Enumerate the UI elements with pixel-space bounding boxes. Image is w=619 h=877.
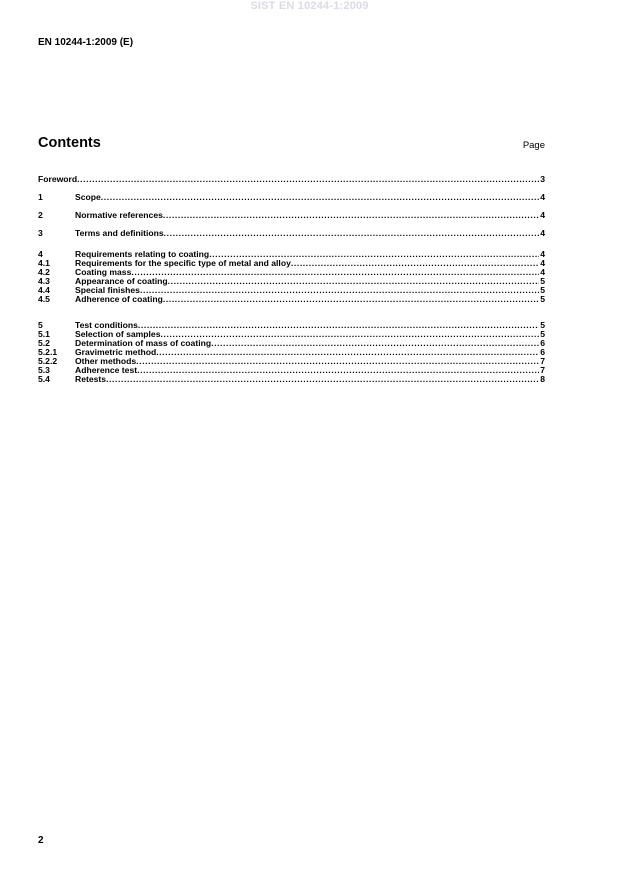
toc-entry-number: 4.2 <box>38 267 50 277</box>
contents-title: Contents <box>38 135 101 151</box>
toc-entry-number: 5.2 <box>38 338 50 348</box>
dot-leader <box>77 175 539 184</box>
toc-entry-number: 5.1 <box>38 329 50 339</box>
toc-entry[interactable] <box>38 295 545 304</box>
toc-entry-page: 4 <box>540 258 545 268</box>
toc-entry-title[interactable]: Coating mass <box>75 267 132 277</box>
toc-entry-page: 5 <box>540 294 545 304</box>
toc-entry-page: 4 <box>540 228 545 238</box>
toc-entry-page: 6 <box>540 347 545 357</box>
toc-entry-title[interactable]: Requirements for the specific type of metal and alloy <box>75 258 291 268</box>
toc-entry-title[interactable]: Determination of mass of coating <box>75 338 212 348</box>
toc-entry-page: 7 <box>540 356 545 366</box>
toc-entry-title[interactable]: Other methods <box>75 356 137 366</box>
toc-entry-title[interactable]: Requirements relating to coating <box>75 249 210 259</box>
toc-entry-page: 4 <box>540 267 545 277</box>
toc-entry-number: 1 <box>38 192 43 202</box>
toc-entry-title[interactable]: Retests <box>75 374 107 384</box>
toc-entry-page: 5 <box>540 320 545 330</box>
toc-entry-page: 5 <box>540 276 545 286</box>
document-id: EN 10244-1:2009 (E) <box>38 37 134 48</box>
toc-entry-page: 4 <box>540 192 545 202</box>
dot-leader <box>291 259 539 268</box>
dot-leader <box>168 277 540 286</box>
toc-entry-title[interactable]: Adherence of coating <box>75 294 163 304</box>
toc-entry-title[interactable]: Normative references <box>75 210 163 220</box>
toc-entry[interactable] <box>38 211 545 220</box>
toc-entry-number: 3 <box>38 228 43 238</box>
toc-entry-page: 4 <box>540 210 545 220</box>
toc-entry-page: 7 <box>540 365 545 375</box>
toc-entry-title[interactable]: Adherence test <box>75 365 138 375</box>
toc-entry-page: 6 <box>540 338 545 348</box>
toc-entry[interactable] <box>38 366 545 375</box>
toc-entry-number: 4.3 <box>38 276 50 286</box>
toc-entry-title[interactable]: Foreword <box>38 174 78 184</box>
dot-leader <box>211 339 539 348</box>
dot-leader <box>156 348 539 357</box>
toc-entry-number: 2 <box>38 210 43 220</box>
toc-entry-page: 4 <box>540 249 545 259</box>
toc-entry-number: 5 <box>38 320 43 330</box>
page-column-label: Page <box>522 140 545 151</box>
toc-entry-page: 3 <box>540 174 545 184</box>
toc-entry-number: 4.4 <box>38 285 50 295</box>
dot-leader <box>131 268 539 277</box>
toc-entry-title[interactable]: Scope <box>75 192 101 202</box>
toc-entry-page: 8 <box>540 374 545 384</box>
dot-leader <box>164 229 540 238</box>
dot-leader <box>163 211 539 220</box>
toc-entry-page: 5 <box>540 285 545 295</box>
toc-entry-number: 4.5 <box>38 294 50 304</box>
toc-entry-title[interactable]: Selection of samples <box>75 329 161 339</box>
toc-entry-title[interactable]: Special finishes <box>75 285 140 295</box>
toc-entry-number: 4.1 <box>38 258 50 268</box>
toc-entry-title[interactable]: Test conditions <box>75 320 138 330</box>
dot-leader <box>136 357 539 366</box>
toc-entry[interactable] <box>38 193 545 202</box>
toc-entry[interactable] <box>38 375 545 384</box>
toc-entry-number: 4 <box>38 249 43 259</box>
toc-entry-title[interactable]: Appearance of coating <box>75 276 168 286</box>
watermark: SIST EN 10244-1:2009 <box>250 0 369 12</box>
dot-leader <box>140 286 539 295</box>
dot-leader <box>101 193 539 202</box>
dot-leader <box>163 295 539 304</box>
toc-entry-title[interactable]: Terms and definitions <box>75 228 164 238</box>
toc-entry-number: 5.4 <box>38 374 50 384</box>
toc-entry[interactable] <box>38 175 545 184</box>
dot-leader <box>161 330 540 339</box>
toc-entry-number: 5.3 <box>38 365 50 375</box>
dot-leader <box>106 375 539 384</box>
toc-entry[interactable] <box>38 229 545 238</box>
page-number: 2 <box>38 835 44 846</box>
toc-entry-title[interactable]: Gravimetric method <box>75 347 157 357</box>
toc-entry-page: 5 <box>540 329 545 339</box>
dot-leader <box>138 321 539 330</box>
dot-leader <box>137 366 539 375</box>
toc-entry-number: 5.2.1 <box>38 347 58 357</box>
toc-entry-number: 5.2.2 <box>38 356 58 366</box>
